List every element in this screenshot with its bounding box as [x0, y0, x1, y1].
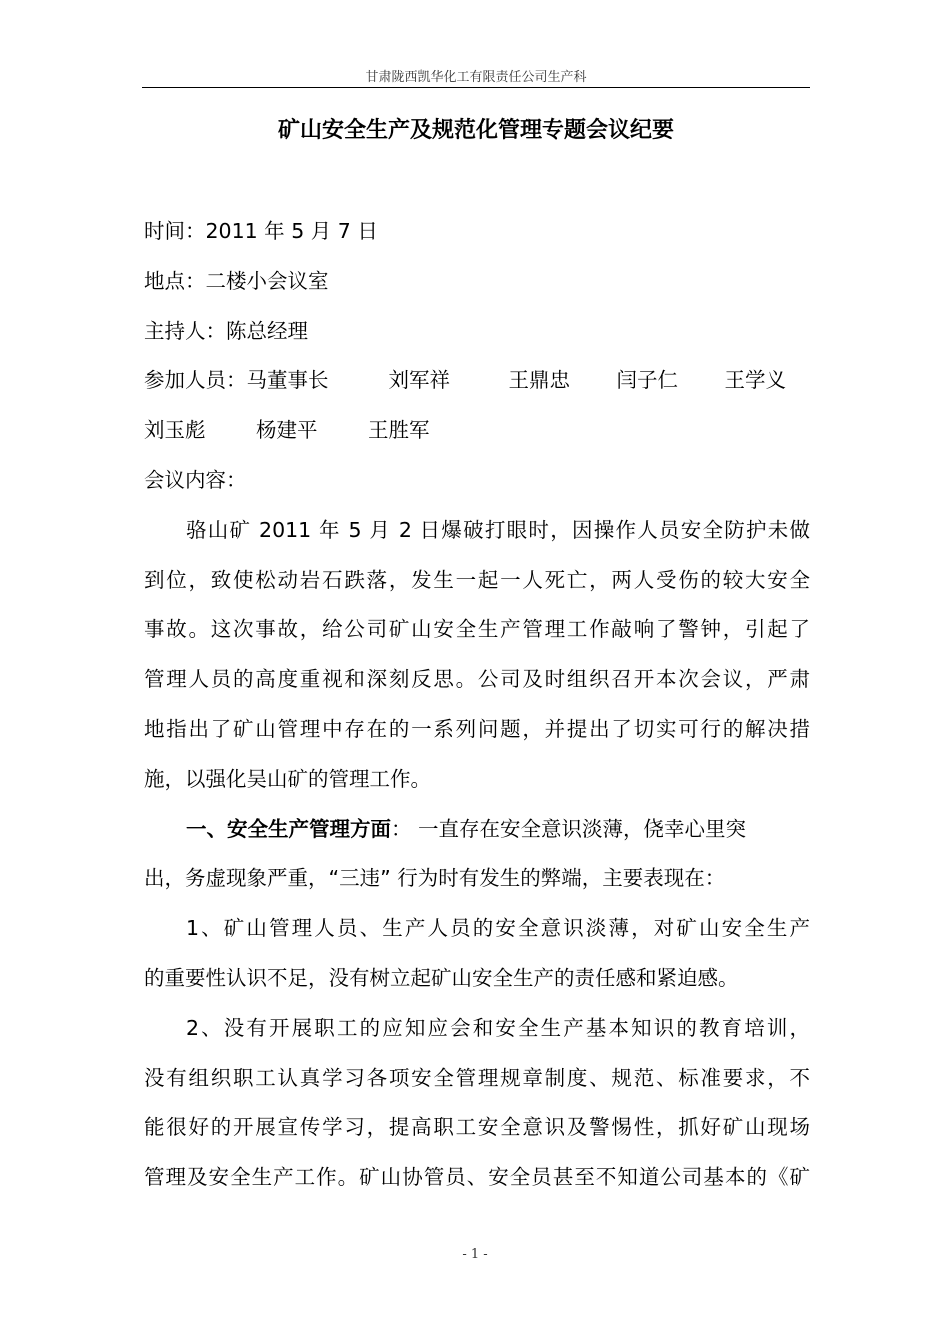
page-header: 甘肃陇西凯华化工有限责任公司生产科: [142, 70, 810, 88]
attendee-name: 刘玉彪: [144, 418, 206, 443]
content-label: 会议内容：: [144, 467, 247, 492]
paragraph-line: 施，以强化吴山矿的管理工作。: [144, 766, 431, 791]
attendee-name: 王学义: [724, 368, 786, 393]
section-text: ： 一直存在安全意识淡薄，侥幸心里突: [391, 816, 747, 841]
paragraph-line: 骆山矿 2011 年 5 月 2 日爆破打眼时，因操作人员安全防护未做: [186, 517, 810, 542]
attendee-name: 刘军祥: [388, 368, 450, 393]
paragraph-line: 地指出了矿山管理中存在的一系列问题，并提出了切实可行的解决措: [144, 716, 810, 741]
attendee-name: 闫子仁: [616, 368, 678, 393]
section-heading: 一、安全生产管理方面: [186, 816, 391, 841]
paragraph-line: 到位，致使松动岩石跌落，发生一起一人死亡，两人受伤的较大安全: [144, 567, 810, 592]
attendees-label: 参加人员：: [144, 368, 247, 393]
meeting-host: 主持人：陈总经理: [144, 318, 308, 343]
list-item-line: 2、没有开展职工的应知应会和安全生产基本知识的教育培训，: [186, 1015, 810, 1040]
document-title: 矿山安全生产及规范化管理专题会议纪要: [277, 118, 674, 143]
list-item-line: 没有组织职工认真学习各项安全管理规章制度、规范、标准要求，不: [144, 1065, 810, 1090]
attendee-name: 王胜军: [368, 418, 430, 443]
attendee-name: 马董事长: [246, 368, 329, 393]
list-item-line: 管理及安全生产工作。矿山协管员、安全员甚至不知道公司基本的《矿: [144, 1165, 810, 1190]
list-item-line: 1、矿山管理人员、生产人员的安全意识淡薄，对矿山安全生产: [186, 916, 810, 941]
paragraph-line: 事故。这次事故，给公司矿山安全生产管理工作敲响了警钟，引起了: [144, 617, 810, 642]
list-item-line: 能很好的开展宣传学习，提高职工安全意识及警惕性，抓好矿山现场: [144, 1115, 810, 1140]
paragraph-line: 出，务虚现象严重，“三违” 行为时有发生的弊端，主要表现在：: [144, 866, 726, 891]
paragraph-line: 管理人员的高度重视和深刻反思。公司及时组织召开本次会议，严肃: [144, 667, 810, 692]
meeting-time: 时间：2011 年 5 月 7 日: [144, 219, 378, 243]
page-number: - 1 -: [462, 1247, 488, 1262]
attendee-name: 王鼎忠: [508, 368, 570, 393]
section-heading-line: [144, 805, 810, 855]
attendees-row-1: [144, 356, 810, 406]
attendees-row-2: [144, 406, 810, 456]
list-item-line: 的重要性认识不足，没有树立起矿山安全生产的责任感和紧迫感。: [144, 965, 739, 990]
attendee-name: 杨建平: [256, 418, 318, 443]
document-body: [144, 207, 810, 1203]
meeting-place: 地点：二楼小会议室: [144, 268, 329, 293]
